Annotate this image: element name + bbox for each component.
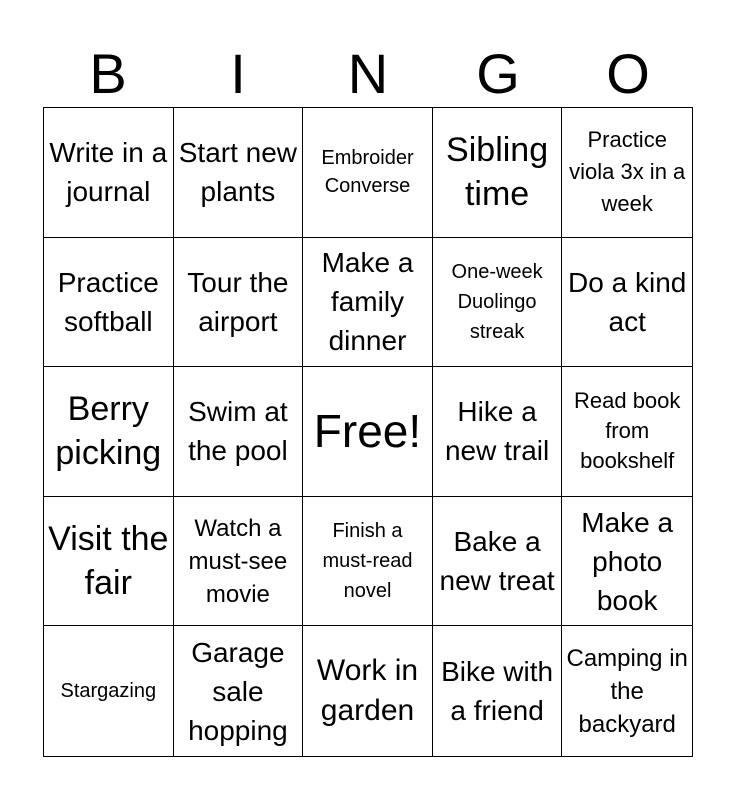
bingo-header [43,40,693,108]
bingo-cell[interactable] [303,108,433,238]
bingo-cell[interactable] [433,108,563,238]
cell-text: Practice viola 3x in a week [569,127,686,217]
header-letter-i: I [230,42,246,105]
cell-text: Write in a journal [49,137,168,208]
header-letter-o: O [606,42,650,105]
bingo-cell[interactable] [433,238,563,368]
header-letter-b: B [89,42,127,105]
bingo-cell[interactable] [562,108,692,238]
cell-text: Camping in the backyard [566,644,688,738]
bingo-cell free-space[interactable] [303,367,433,497]
cell-text: Visit the fair [48,520,169,603]
bingo-cell[interactable] [303,626,433,756]
cell-text: Finish a must-read novel [322,520,413,603]
cell-text: One-week Duolingo streak [451,260,543,343]
cell-text: Practice softball [57,266,159,337]
bingo-cell[interactable] [433,626,563,756]
bingo-cell[interactable] [562,626,692,756]
bingo-cell[interactable] [174,367,304,497]
cell-text: Embroider Converse [321,147,414,198]
cell-text: Work in garden [316,654,419,728]
header-letter-n: N [347,42,389,105]
bingo-board [43,107,693,757]
bingo-cell[interactable] [174,497,304,627]
cell-text: Garage sale hopping [188,636,288,746]
free-space-text: Free! [313,405,422,458]
bingo-cell[interactable] [44,367,174,497]
bingo-cell[interactable] [44,497,174,627]
header-letter-g: G [476,42,520,105]
bingo-cell[interactable] [303,238,433,368]
cell-text: Start new plants [178,137,298,208]
cell-text: Sibling time [446,131,549,214]
cell-text: Tour the airport [187,266,289,337]
bingo-cell[interactable] [44,238,174,368]
cell-text: Hike a new trail [444,396,550,467]
cell-text: Watch a must-see movie [188,514,288,608]
bingo-cell[interactable] [562,367,692,497]
cell-text: Make a family dinner [321,247,414,357]
bingo-cell[interactable] [562,238,692,368]
cell-text: Read book from bookshelf [573,388,681,474]
bingo-cell[interactable] [562,497,692,627]
cell-text: Make a photo book [581,506,674,616]
cell-text: Berry picking [55,390,162,473]
cell-text: Stargazing [60,680,157,703]
cell-text: Do a kind act [568,266,687,337]
bingo-cell[interactable] [174,108,304,238]
bingo-cell[interactable] [433,367,563,497]
cell-text: Bike with a friend [441,656,554,727]
bingo-cell[interactable] [174,626,304,756]
bingo-cell[interactable] [303,497,433,627]
bingo-cell[interactable] [44,626,174,756]
bingo-cell[interactable] [44,108,174,238]
cell-text: Swim at the pool [188,396,288,467]
cell-text: Bake a new treat [439,526,555,597]
bingo-cell[interactable] [433,497,563,627]
bingo-cell[interactable] [174,238,304,368]
